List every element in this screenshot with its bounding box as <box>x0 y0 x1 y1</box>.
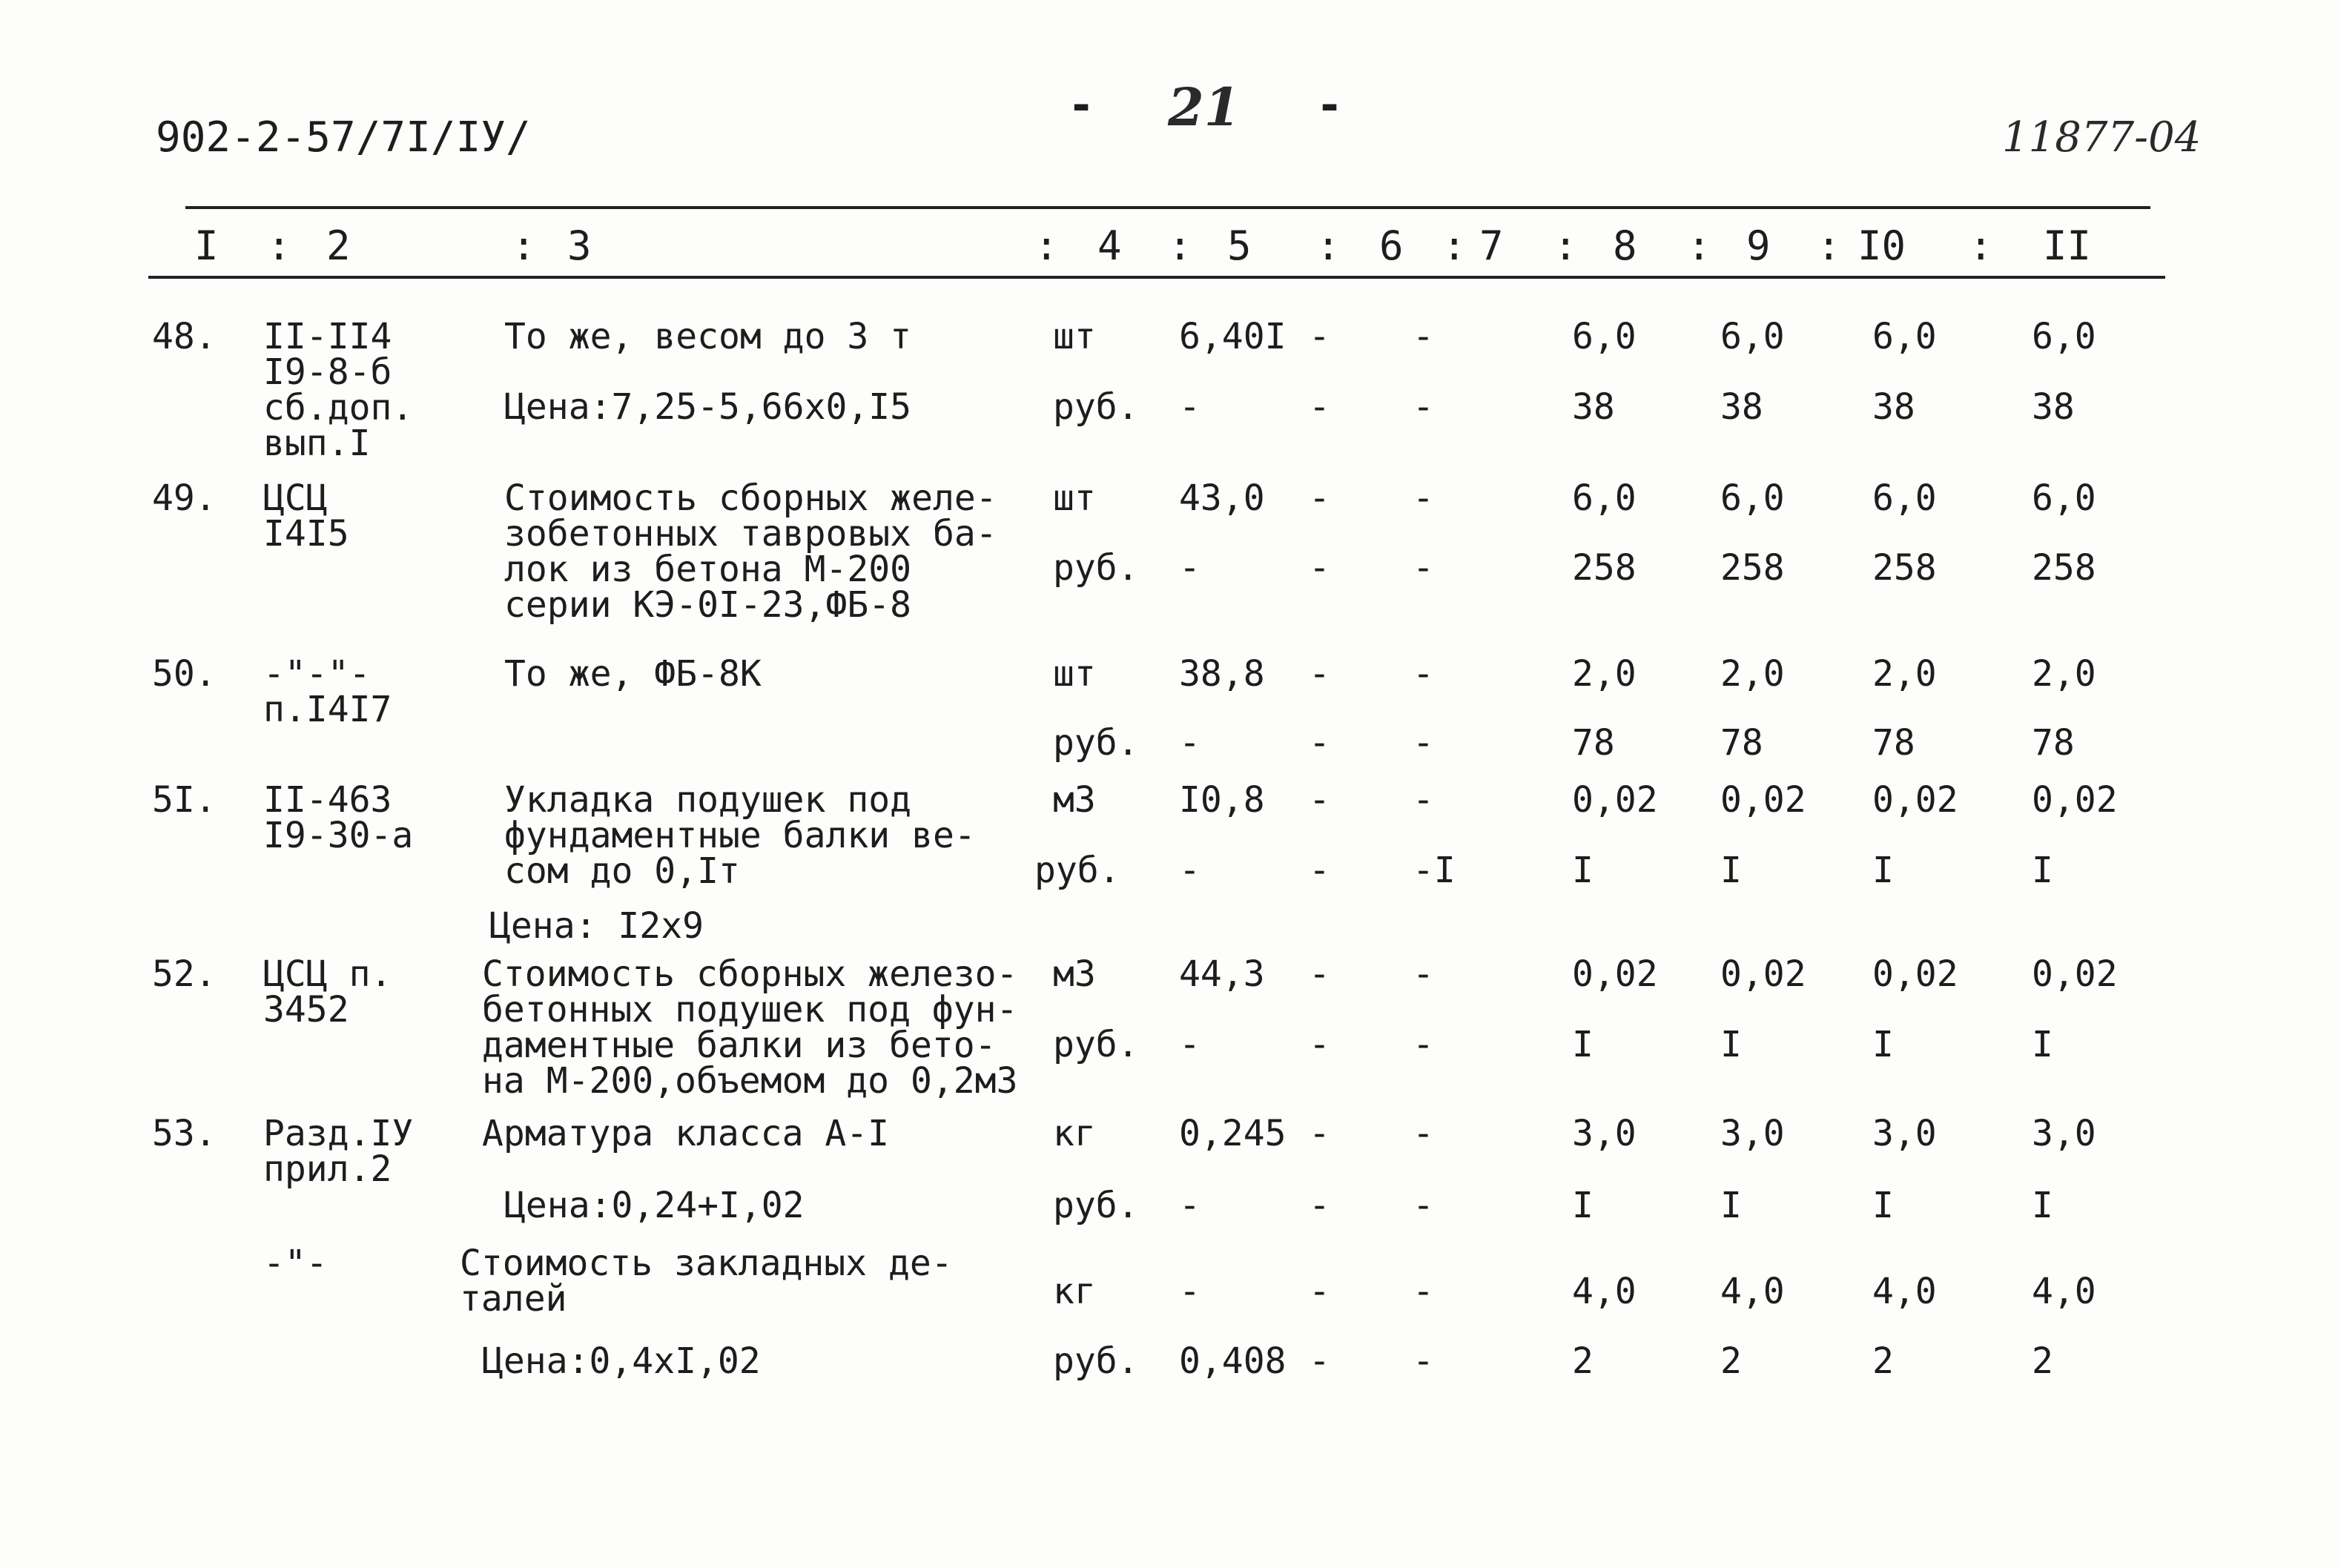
col-sep: : <box>1168 222 1192 269</box>
value-cell: - <box>1179 1271 1201 1312</box>
value-cell: 38 <box>1720 386 1763 428</box>
col-sep: : <box>1553 222 1578 269</box>
row-code-line: -"-"- <box>263 653 371 695</box>
row-description-line: зобетонных тавровых ба- <box>504 513 997 555</box>
row-price-formula: Цена:0,24+I,02 <box>504 1185 805 1226</box>
value-cell: 2,0 <box>1572 653 1637 695</box>
col-sep: : <box>1969 222 1993 269</box>
top-rule <box>185 206 2150 209</box>
header-rule <box>148 276 2165 279</box>
value-cell: - <box>1413 477 1434 519</box>
col-sep: : <box>1817 222 1841 269</box>
value-cell: - <box>1179 386 1201 428</box>
value-cell: - <box>1413 1113 1434 1154</box>
value-cell: 0,02 <box>1872 953 1958 995</box>
row-description-line: То же, ФБ-8К <box>504 653 762 695</box>
unit-cell: шт <box>1053 653 1096 695</box>
value-cell: 0,02 <box>1720 953 1806 995</box>
unit-cell: руб. <box>1053 722 1139 764</box>
value-cell: 6,0 <box>2032 316 2096 357</box>
value-cell: I <box>1720 1024 1742 1065</box>
row-number: 5I. <box>152 779 217 821</box>
row-code-line: -"- <box>263 1243 328 1284</box>
col-8: 8 <box>1613 222 1637 269</box>
value-cell: - <box>1309 953 1330 995</box>
value-cell: - <box>1413 1340 1434 1382</box>
unit-cell: кг <box>1053 1113 1096 1154</box>
row-code-line: ЦСЦ <box>263 477 328 519</box>
row-number: 48. <box>152 316 217 357</box>
value-cell: -I <box>1413 850 1456 891</box>
unit-cell: м3 <box>1053 953 1096 995</box>
unit-cell: руб. <box>1053 1340 1139 1382</box>
row-code-line: сб.доп. <box>263 387 414 429</box>
value-cell: 0,02 <box>1872 779 1958 821</box>
row-description-line: То же, весом до 3 т <box>504 316 912 357</box>
col-sep: : <box>512 222 536 269</box>
col-3: 3 <box>567 222 592 269</box>
value-cell: 6,0 <box>1872 477 1937 519</box>
unit-cell: шт <box>1053 477 1096 519</box>
row-code-line: I4I5 <box>263 513 349 555</box>
unit-cell: руб. <box>1053 547 1139 589</box>
row-code-line: II-II4 <box>263 316 392 357</box>
col-sep: : <box>267 222 291 269</box>
value-cell: - <box>1179 1024 1201 1065</box>
value-cell: 3,0 <box>1872 1113 1937 1154</box>
value-cell: 6,0 <box>1872 316 1937 357</box>
row-code-line: прил.2 <box>263 1148 392 1190</box>
value-cell: 2 <box>1720 1340 1742 1382</box>
value-cell: - <box>1309 1024 1330 1065</box>
unit-cell: руб. <box>1053 386 1139 428</box>
row-code-line: ЦСЦ п. <box>263 953 392 995</box>
value-cell: 4,0 <box>1572 1271 1637 1312</box>
value-cell: 0,245 <box>1179 1113 1287 1154</box>
value-cell: 2 <box>2032 1340 2053 1382</box>
value-cell: 78 <box>1872 722 1915 764</box>
unit-cell: кг <box>1053 1271 1096 1312</box>
value-cell: I <box>1572 1024 1594 1065</box>
value-cell: 3,0 <box>1572 1113 1637 1154</box>
value-cell: 43,0 <box>1179 477 1265 519</box>
value-cell: I <box>1720 850 1742 891</box>
value-cell: 6,0 <box>1572 477 1637 519</box>
row-description-line: Арматура класса А-I <box>482 1113 890 1154</box>
value-cell: I <box>2032 850 2053 891</box>
value-cell: - <box>1413 779 1434 821</box>
value-cell: 0,02 <box>2032 953 2118 995</box>
value-cell: 4,0 <box>1720 1271 1785 1312</box>
col-11: II <box>2043 222 2092 269</box>
value-cell: - <box>1309 316 1330 357</box>
value-cell: - <box>1309 477 1330 519</box>
row-description-line: бетонных подушек под фун- <box>482 989 1018 1031</box>
value-cell: - <box>1413 1024 1434 1065</box>
value-cell: 6,0 <box>1572 316 1637 357</box>
value-cell: I0,8 <box>1179 779 1265 821</box>
row-description-line: на М-200,объемом до 0,2м3 <box>482 1060 1018 1102</box>
value-cell: - <box>1309 722 1330 764</box>
value-cell: - <box>1413 547 1434 589</box>
col-2: 2 <box>326 222 351 269</box>
row-code-line: Разд.IУ <box>263 1113 414 1154</box>
row-price-formula: Цена:0,4хI,02 <box>482 1340 761 1382</box>
value-cell: - <box>1309 547 1330 589</box>
row-code-line: I9-30-а <box>263 815 414 856</box>
value-cell: - <box>1413 953 1434 995</box>
value-cell: 78 <box>1720 722 1763 764</box>
unit-cell: руб. <box>1034 850 1120 891</box>
row-code-line: вып.I <box>263 423 371 464</box>
row-description-line: Укладка подушек под <box>504 779 912 821</box>
row-number: 53. <box>152 1113 217 1154</box>
value-cell: 0,408 <box>1179 1340 1287 1382</box>
value-cell: 6,0 <box>1720 477 1785 519</box>
value-cell: 78 <box>2032 722 2075 764</box>
value-cell: 78 <box>1572 722 1615 764</box>
page-dash-left: - <box>1068 79 1095 131</box>
value-cell: I <box>2032 1024 2053 1065</box>
value-cell: 6,40I <box>1179 316 1287 357</box>
value-cell: 4,0 <box>1872 1271 1937 1312</box>
value-cell: - <box>1309 1340 1330 1382</box>
col-6: 6 <box>1379 222 1404 269</box>
value-cell: 38 <box>2032 386 2075 428</box>
value-cell: 2,0 <box>1720 653 1785 695</box>
col-sep: : <box>1316 222 1341 269</box>
value-cell: I <box>1572 1185 1594 1226</box>
value-cell: - <box>1309 850 1330 891</box>
value-cell: - <box>1179 547 1201 589</box>
row-description-line: Стоимость сборных желе- <box>504 477 997 519</box>
value-cell: 258 <box>1572 547 1637 589</box>
value-cell: I <box>1572 850 1594 891</box>
row-description-line: Стоимость закладных де- <box>460 1243 953 1284</box>
value-cell: - <box>1413 316 1434 357</box>
value-cell: 0,02 <box>2032 779 2118 821</box>
row-number: 52. <box>152 953 217 995</box>
page-number: 21 <box>1168 76 1241 138</box>
value-cell: - <box>1413 386 1434 428</box>
value-cell: 44,3 <box>1179 953 1265 995</box>
value-cell: - <box>1179 1185 1201 1226</box>
value-cell: I <box>2032 1185 2053 1226</box>
value-cell: 258 <box>2032 547 2096 589</box>
col-1: I <box>194 222 219 269</box>
value-cell: 2,0 <box>2032 653 2096 695</box>
value-cell: - <box>1413 722 1434 764</box>
value-cell: 2,0 <box>1872 653 1937 695</box>
row-code-line: п.I4I7 <box>263 689 392 730</box>
value-cell: 6,0 <box>2032 477 2096 519</box>
value-cell: I <box>1720 1185 1742 1226</box>
value-cell: - <box>1413 653 1434 695</box>
col-sep: : <box>1442 222 1467 269</box>
row-description-line: Стоимость сборных железо- <box>482 953 1018 995</box>
col-5: 5 <box>1227 222 1252 269</box>
col-10: I0 <box>1857 222 1906 269</box>
col-sep: : <box>1034 222 1059 269</box>
row-number: 50. <box>152 653 217 695</box>
value-cell: - <box>1179 722 1201 764</box>
row-code-line: 3452 <box>263 989 349 1031</box>
value-cell: - <box>1309 653 1330 695</box>
row-description-line: лок из бетона М-200 <box>504 549 912 590</box>
value-cell: 2 <box>1572 1340 1594 1382</box>
row-description-line: серии КЭ-0I-23,ФБ-8 <box>504 584 912 626</box>
value-cell: - <box>1309 386 1330 428</box>
page-dash-right: - <box>1316 79 1344 131</box>
row-code-line: II-463 <box>263 779 392 821</box>
col-4: 4 <box>1097 222 1122 269</box>
col-sep: : <box>1687 222 1711 269</box>
value-cell: - <box>1309 779 1330 821</box>
value-cell: - <box>1309 1113 1330 1154</box>
value-cell: 38 <box>1572 386 1615 428</box>
row-description-line: сом до 0,Iт <box>504 850 740 892</box>
unit-cell: руб. <box>1053 1024 1139 1065</box>
row-code-line: I9-8-б <box>263 351 392 393</box>
row-price-formula: Цена:7,25-5,66х0,I5 <box>504 386 912 428</box>
doc-code: 902-2-57/7I/IУ/ <box>156 113 531 162</box>
value-cell: 3,0 <box>1720 1113 1785 1154</box>
value-cell: 258 <box>1872 547 1937 589</box>
value-cell: 4,0 <box>2032 1271 2096 1312</box>
unit-cell: руб. <box>1053 1185 1139 1226</box>
value-cell: - <box>1309 1185 1330 1226</box>
value-cell: - <box>1179 850 1201 891</box>
value-cell: 6,0 <box>1720 316 1785 357</box>
value-cell: - <box>1413 1271 1434 1312</box>
value-cell: 38,8 <box>1179 653 1265 695</box>
value-cell: - <box>1309 1271 1330 1312</box>
value-cell: I <box>1872 1185 1894 1226</box>
archive-number: 11877-04 <box>2002 113 2202 162</box>
value-cell: 258 <box>1720 547 1785 589</box>
value-cell: I <box>1872 1024 1894 1065</box>
value-cell: I <box>1872 850 1894 891</box>
value-cell: 0,02 <box>1720 779 1806 821</box>
value-cell: 3,0 <box>2032 1113 2096 1154</box>
value-cell: 0,02 <box>1572 779 1658 821</box>
row-description-line: фундаментные балки ве- <box>504 815 976 856</box>
value-cell: 38 <box>1872 386 1915 428</box>
row-number: 49. <box>152 477 217 519</box>
col-9: 9 <box>1746 222 1771 269</box>
unit-cell: шт <box>1053 316 1096 357</box>
col-7: 7 <box>1479 222 1504 269</box>
value-cell: 0,02 <box>1572 953 1658 995</box>
row-description-line: талей <box>460 1278 567 1320</box>
row-price-formula: Цена: I2х9 <box>489 905 704 947</box>
value-cell: - <box>1413 1185 1434 1226</box>
unit-cell: м3 <box>1053 779 1096 821</box>
row-description-line: даментные балки из бето- <box>482 1025 997 1066</box>
value-cell: 2 <box>1872 1340 1894 1382</box>
